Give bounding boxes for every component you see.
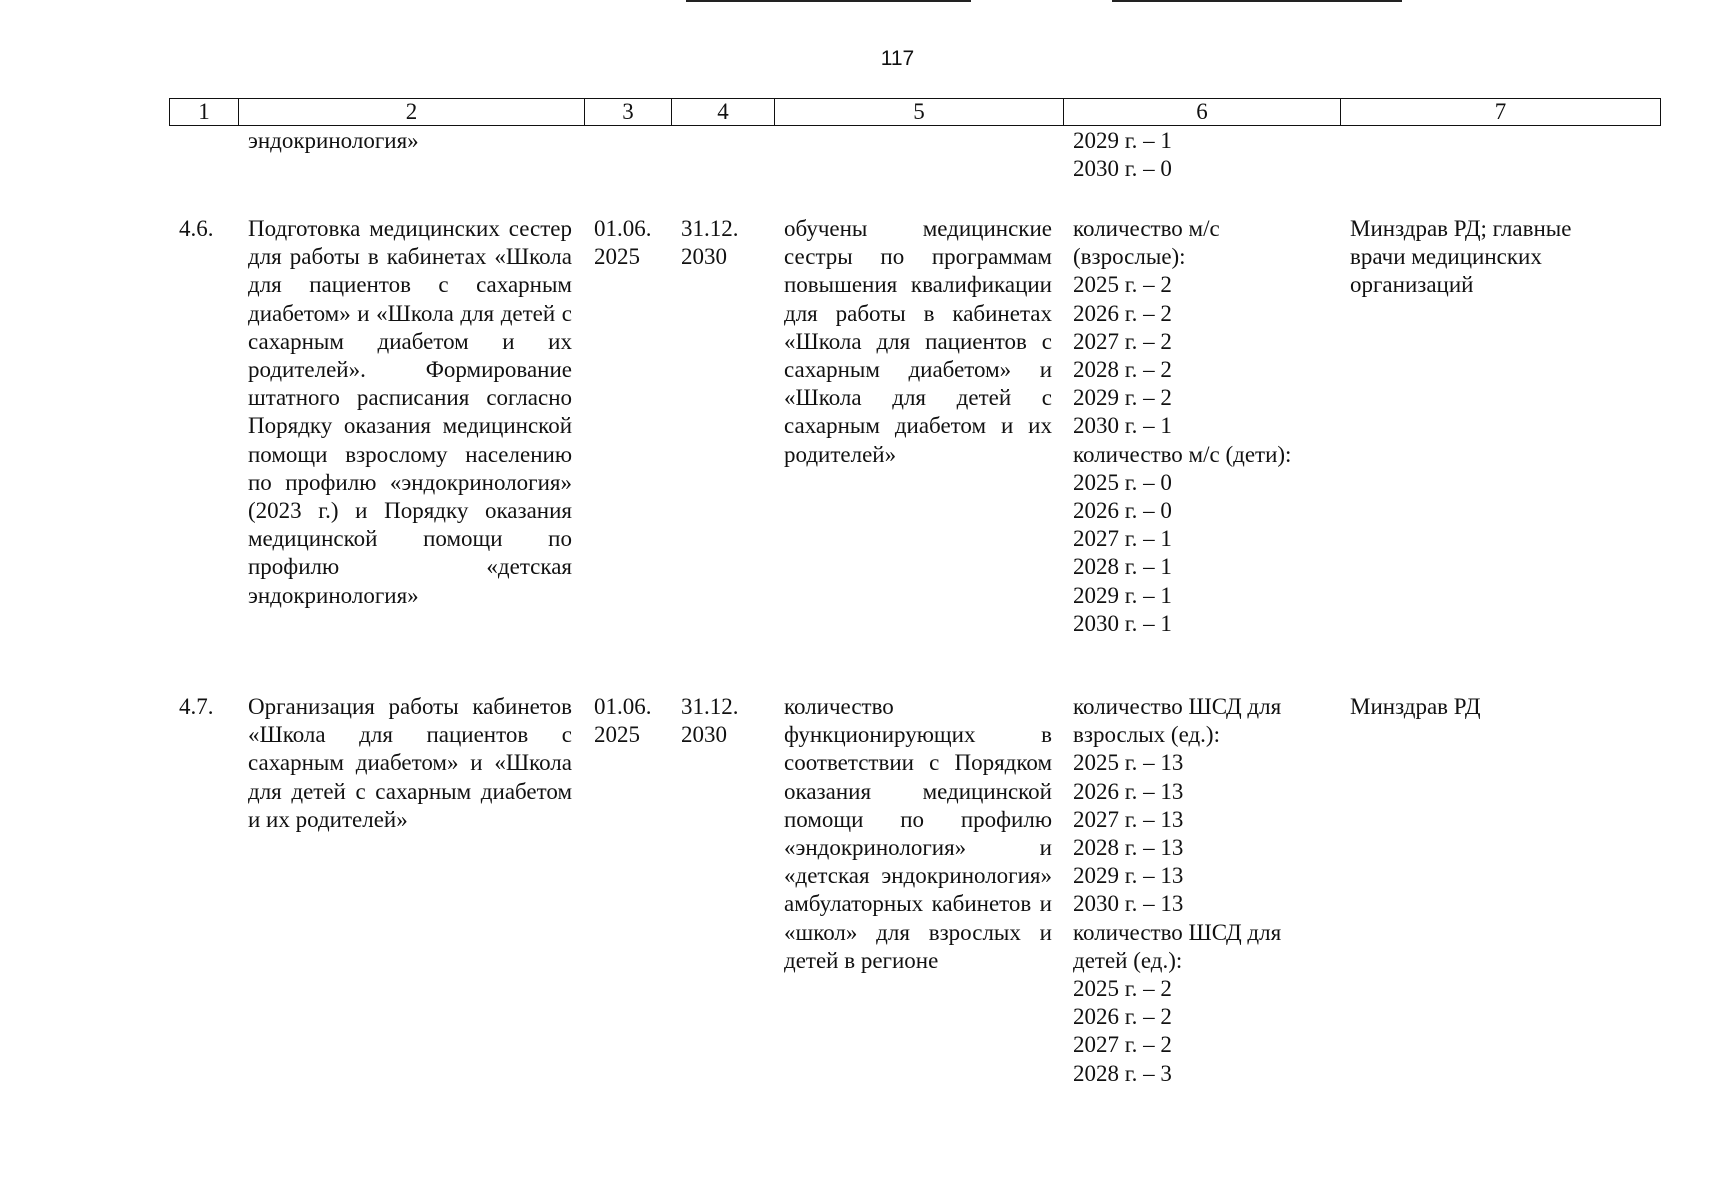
continued-activity: эндокринология» <box>248 128 419 153</box>
header-cell-7: 7 <box>1341 99 1661 126</box>
row-4-7-indicator: количество ШСД для взрослых (ед.): 2025 г. – 13 2026 г. – 13 2027 г. – 13 2028 г. – 13 2029 г. – 13 2030 г. – 13 количество ШСД для детей (ед.): 2025 г. – 2 2026 г. – 2 2027 г. – 2 2028 г. – 3 <box>1073 694 1282 1086</box>
row-4-7-activity: Организация работы кабинетов «Школа для пациентов с сахарным диабетом» и «Школа для детей с сахарным диабетом и их родителей» <box>248 694 572 832</box>
header-cell-6: 6 <box>1064 99 1341 126</box>
continued-indicator: 2029 г. – 1 2030 г. – 0 <box>1073 128 1172 182</box>
row-4-6-activity: Подготовка медицинских сестер для работы в кабинетах «Школа для пациентов с сахарным диабетом» и «Школа для детей с сахарным диабетом и их родителей». Формирование штатного расписания согласно Порядку оказания медицинской помощи взрослому населению по профилю «эндокринология» (2023 г.) и Порядку оказания медицинской помощи по профилю «детская эндокринология» <box>248 216 572 608</box>
row-4-7-end-date: 31.12. 2030 <box>681 694 739 748</box>
header-cell-3: 3 <box>585 99 672 126</box>
header-cell-5: 5 <box>775 99 1064 126</box>
row-4-6-end-date: 31.12. 2030 <box>681 216 739 270</box>
row-4-6-responsible: Минздрав РД; главные врачи медицинских организаций <box>1350 216 1572 298</box>
header-cell-1: 1 <box>170 99 239 126</box>
top-rule-left <box>686 0 971 2</box>
row-4-7-start-date: 01.06. 2025 <box>594 694 652 748</box>
top-rule-right <box>1112 0 1402 2</box>
column-number-header <box>169 98 1661 126</box>
header-cell-4: 4 <box>672 99 775 126</box>
row-4-6-indicator: количество м/с (взрослые): 2025 г. – 2 2026 г. – 2 2027 г. – 2 2028 г. – 2 2029 г. – 2 2030 г. – 1 количество м/с (дети): 2025 г. – 0 2026 г. – 0 2027 г. – 1 2028 г. – 1 2029 г. – 1 2030 г. – 1 <box>1073 216 1292 636</box>
page-number: 117 <box>880 47 915 70</box>
header-row <box>170 99 1661 126</box>
row-4-6-number: 4.6. <box>179 216 214 241</box>
row-4-7-number: 4.7. <box>179 694 214 719</box>
row-4-7-responsible: Минздрав РД <box>1350 694 1481 719</box>
header-cell-2: 2 <box>239 99 585 126</box>
row-4-7-result: количество функционирующих в соответствии с Порядком оказания медицинской помощи по профилю «эндокринология» и «детская эндокринология» амбулаторных кабинетов и «школ» для взрослых и детей в регионе <box>784 694 1052 973</box>
row-4-6-start-date: 01.06. 2025 <box>594 216 652 270</box>
row-4-6-result: обучены медицинские сестры по программам повышения квалификации для работы в кабинетах «Школа для пациентов с сахарным диабетом» и «Школа для детей с сахарным диабетом и их родителей» <box>784 216 1052 467</box>
